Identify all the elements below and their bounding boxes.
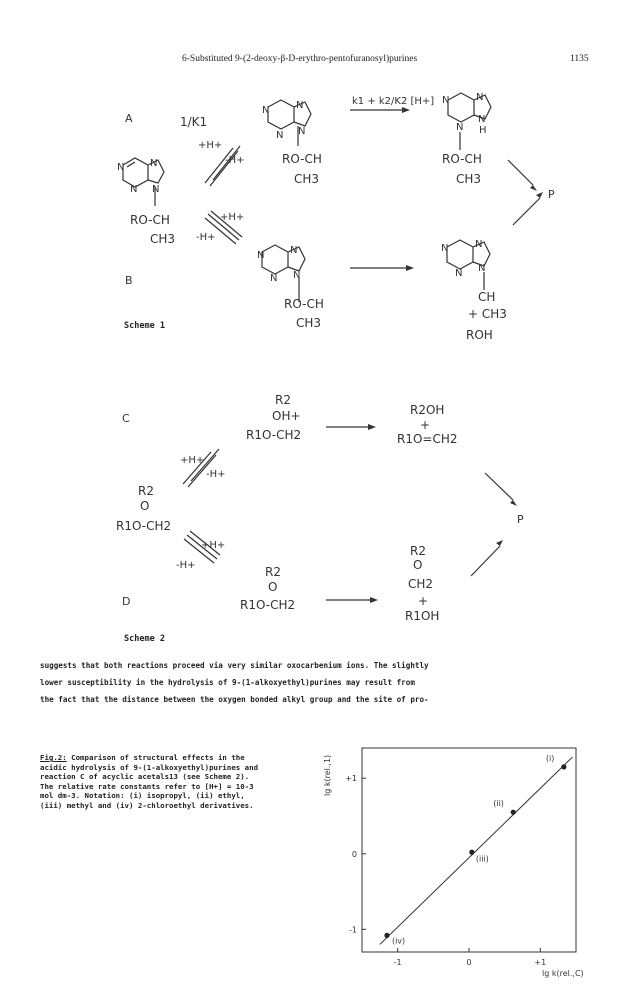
svg-text:N: N (296, 100, 304, 111)
body-line-1: suggests that both reactions proceed via very similar oxocarbenium ions. The slightly (40, 661, 429, 670)
y-tick-label: -1 (349, 925, 357, 935)
arrow-d-to-p (471, 546, 500, 576)
data-point-label: (i) (545, 753, 555, 763)
c-product-top: R2OH (410, 403, 445, 417)
svg-text:N: N (475, 239, 483, 250)
data-point-label: (ii) (493, 799, 504, 809)
data-point (561, 764, 566, 769)
svg-text:H: H (479, 125, 487, 136)
scheme-1-caption: Scheme 1 (124, 321, 165, 331)
svg-text:N: N (152, 184, 160, 195)
body-paragraph (40, 657, 429, 708)
left-o: O (140, 499, 150, 513)
b-product-ch: CH (478, 290, 496, 304)
svg-text:N: N (456, 122, 464, 133)
d-product-plus: + (418, 594, 429, 608)
svg-text:N: N (276, 130, 284, 141)
x-tick-label: -1 (393, 958, 402, 967)
data-point (469, 850, 474, 855)
svg-text:N: N (478, 263, 486, 274)
running-title: 6-Substituted 9-(2-deoxy-β-D-erythro-pentofuranosyl)purines (182, 54, 418, 64)
svg-text:N: N (117, 162, 125, 173)
svg-text:N: N (441, 243, 449, 254)
a-product-substituent: RO-CH (442, 152, 482, 166)
figure-caption-lead: Fig.2: (40, 753, 67, 762)
data-point-label: (iii) (475, 854, 489, 864)
x-tick-label: +1 (534, 958, 547, 967)
svg-text:N: N (257, 250, 265, 261)
left-top: R2 (138, 484, 154, 498)
svg-text:N: N (293, 270, 301, 281)
b-product-ch3: + CH3 (468, 307, 507, 321)
scheme-2-caption: Scheme 2 (124, 634, 165, 644)
figure-caption (40, 753, 262, 811)
d-bottom: R1O-CH2 (240, 598, 296, 612)
d-product-r1oh: R1OH (405, 609, 440, 623)
data-point-label: (iv) (391, 936, 406, 946)
label-b: B (125, 274, 133, 287)
b-product-roh: ROH (466, 328, 493, 342)
plus-h-upper-2: +H+ (180, 455, 205, 466)
plus-h-lower: +H+ (220, 212, 245, 223)
minus-h-lower: -H+ (196, 232, 216, 243)
product-p-2: P (517, 513, 524, 526)
plus-h-upper: +H+ (198, 140, 223, 151)
svg-text:N: N (442, 95, 450, 106)
purine-left (123, 158, 164, 206)
a-intermediate-substituent: RO-CH (282, 152, 322, 166)
minus-h-upper-2: -H+ (206, 469, 226, 480)
d-o: O (268, 580, 278, 594)
d-product-ch2: CH2 (408, 577, 434, 591)
svg-text:N: N (130, 184, 138, 195)
svg-text:N: N (298, 126, 306, 137)
x-axis-label: lg k(rel.,C) (542, 969, 584, 978)
c-oh: OH+ (272, 409, 301, 423)
product-p-1: P (548, 188, 555, 201)
minus-h-upper: -H+ (225, 155, 245, 166)
arrow-b-to-p (513, 198, 540, 225)
correlation-chart (320, 738, 600, 978)
d-top: R2 (265, 565, 281, 579)
d-product-top: R2 (410, 544, 426, 558)
b-intermediate-substituent: RO-CH (284, 297, 324, 311)
left-substituent: RO-CH (130, 213, 170, 227)
y-axis-label: lg k(rel.,1) (323, 754, 332, 796)
rate-expression: k1 + k2/K2 [H+] (352, 96, 435, 107)
label-d: D (122, 595, 131, 608)
data-point (511, 810, 516, 815)
svg-text:N: N (270, 273, 278, 284)
data-point (384, 933, 389, 938)
label-c: C (122, 412, 130, 425)
c-product-bottom: R1O=CH2 (397, 432, 458, 446)
x-tick-label: 0 (466, 958, 472, 967)
svg-text:N: N (478, 114, 486, 125)
body-line-3: the fact that the distance between the oxygen bonded alkyl group and the site of pro- (40, 695, 429, 704)
left-methyl: CH3 (150, 232, 176, 246)
d-product-o: O (413, 558, 423, 572)
y-tick-label: 0 (351, 849, 357, 859)
arrow-a-to-p (508, 160, 533, 185)
page-number: 1135 (570, 54, 589, 64)
regression-line (380, 757, 573, 944)
svg-text:N: N (290, 245, 298, 256)
equilibrium-arrow-upper (205, 146, 240, 186)
svg-text:N: N (262, 105, 270, 116)
label-a: A (125, 112, 133, 125)
a-intermediate-methyl: CH3 (294, 172, 320, 186)
svg-text:N: N (476, 92, 484, 103)
c-product-plus: + (420, 418, 431, 432)
figure-caption-text: Comparison of structural effects in the acidic hydrolysis of 9-(1-alkoxyethyl)purines and reaction C of acyclic acetals13 (see Scheme 2). The relative rate constants refer to [H+] = 10-3 mol dm-3. Notation: (i) isopropyl, (ii) ethyl, (iii) methyl and (iv) 2-chloroethyl derivatives. (40, 753, 259, 810)
plus-h-lower-2: +H+ (201, 540, 226, 551)
y-tick-label: +1 (345, 774, 357, 784)
k1-inverse: 1/K1 (180, 115, 208, 129)
c-top: R2 (275, 393, 291, 407)
b-intermediate-methyl: CH3 (296, 316, 322, 330)
purine-a-intermediate (268, 100, 311, 146)
minus-h-lower-2: -H+ (176, 560, 196, 571)
a-product-methyl: CH3 (456, 172, 482, 186)
body-line-2: lower susceptibility in the hydrolysis of 9-(1-alkoxyethyl)purines may result from (40, 678, 415, 687)
arrow-c-to-p (485, 473, 513, 500)
left-bottom: R1O-CH2 (116, 519, 172, 533)
svg-text:N: N (455, 268, 463, 279)
plot-frame (362, 748, 576, 952)
c-bottom: R1O-CH2 (246, 428, 302, 442)
svg-text:N: N (150, 158, 158, 169)
